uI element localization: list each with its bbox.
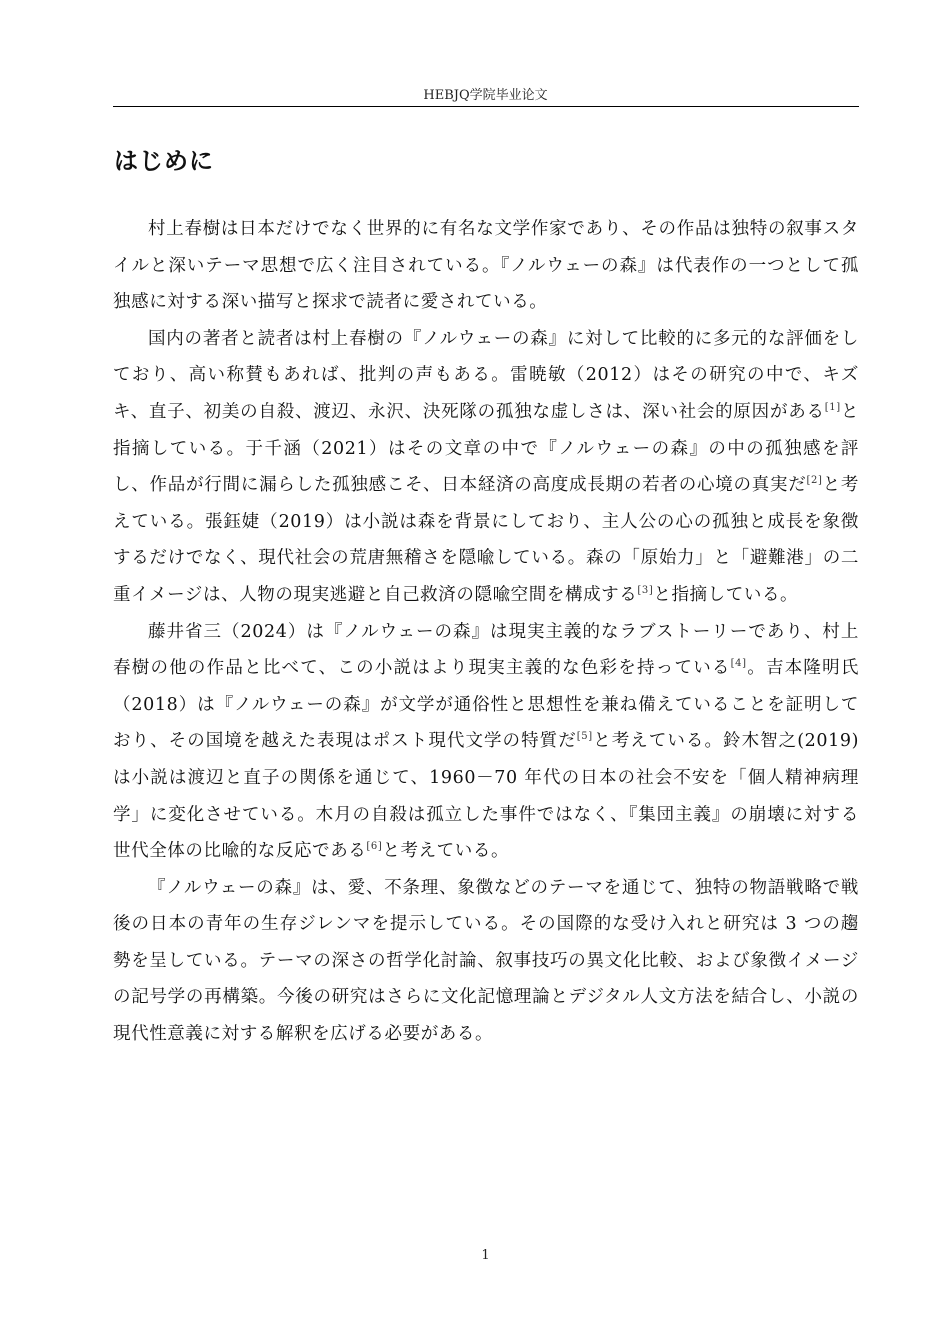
paragraph-3	[113, 614, 859, 870]
paragraph-2	[113, 321, 859, 614]
citation-marker: [6]	[366, 841, 383, 853]
page-number: 1	[481, 1248, 490, 1263]
text-run: 藤井省三（2024）は『ノルウェーの森』は現実主義的なラブストーリーであり、村上春樹の他の作品と比べて、この小説はより現実主義的な色彩を持っている	[113, 621, 859, 679]
text-run: と考えている。	[382, 841, 510, 862]
section-title: はじめに	[114, 147, 214, 175]
citation-marker: [1]	[824, 401, 841, 413]
text-run: 国内の著者と読者は村上春樹の『ノルウェーの森』に対して比較的に多元的な評価をしており、高い称賛もあれば、批判の声もある。雷暁敏（2012）はその研究の中で、キズキ、直子、初美の自殺、渡辺、永沢、決死隊の孤独な虚しさは、深い社会的原因がある	[113, 328, 859, 422]
text-run: と考えている。鈴木智之(2019)は小説は渡辺と直子の関係を通じて、1960－70 年代の日本の社会不安を「個人精神病理学」に変化させている。木月の自殺は孤立した事件ではなく、『集団主義』の崩壊に対する世代全体の比喩的な反応である	[113, 731, 860, 862]
paragraph-1	[113, 211, 859, 321]
paragraph-4	[113, 870, 859, 1053]
citation-marker: [5]	[576, 731, 593, 743]
text-run: と指摘している。于千涵（2021）はその文章の中で『ノルウェーの森』の中の孤独感を評し、作品が行間に漏らした孤独感こそ、日本経済の高度成長期の若者の心境の真実だ	[113, 401, 859, 496]
page-header: HEBJQ学院毕业论文	[423, 88, 548, 103]
citation-marker: [4]	[730, 658, 747, 670]
citation-marker: [3]	[637, 584, 654, 596]
text-run: 『ノルウェーの森』は、愛、不条理、象徴などのテーマを通じて、独特の物語戦略で戦後の日本の青年の生存ジレンマを提示している。その国際的な受け入れと研究は 3 つの趨勢を呈している。テーマの深さの哲学化討論、叙事技巧の異文化比較、および象徴イメージの記号学の再構築。今後の研究はさらに文化記憶理論とデジタル人文方法を結合し、小説の現代性意義に対する解釈を広げる必要がある。	[113, 877, 859, 1045]
citation-marker: [2]	[806, 475, 823, 487]
body-text	[113, 211, 859, 1053]
header-divider	[113, 106, 859, 107]
text-run: 。吉本隆明氏（2018）は『ノルウェーの森』が文学が通俗性と思想性を兼ね備えていることを証明しており、その国境を越えた表現はポスト現代文学の特質だ	[113, 658, 859, 752]
text-run: と指摘している。	[653, 584, 799, 605]
text-run: 村上春樹は日本だけでなく世界的に有名な文学作家であり、その作品は独特の叙事スタイルと深いテーマ思想で広く注目されている。『ノルウェーの森』は代表作の一つとして孤独感に対する深い描写と探求で読者に愛されている。	[113, 219, 859, 313]
text-run: と考えている。張鈺婕（2019）は小説は森を背景にしており、主人公の心の孤独と成長を象徴するだけでなく、現代社会の荒唐無稽さを隠喩している。森の「原始力」と「避難港」の二重イメージは、人物の現実逃避と自己救済の隠喩空間を構成する	[113, 475, 860, 605]
